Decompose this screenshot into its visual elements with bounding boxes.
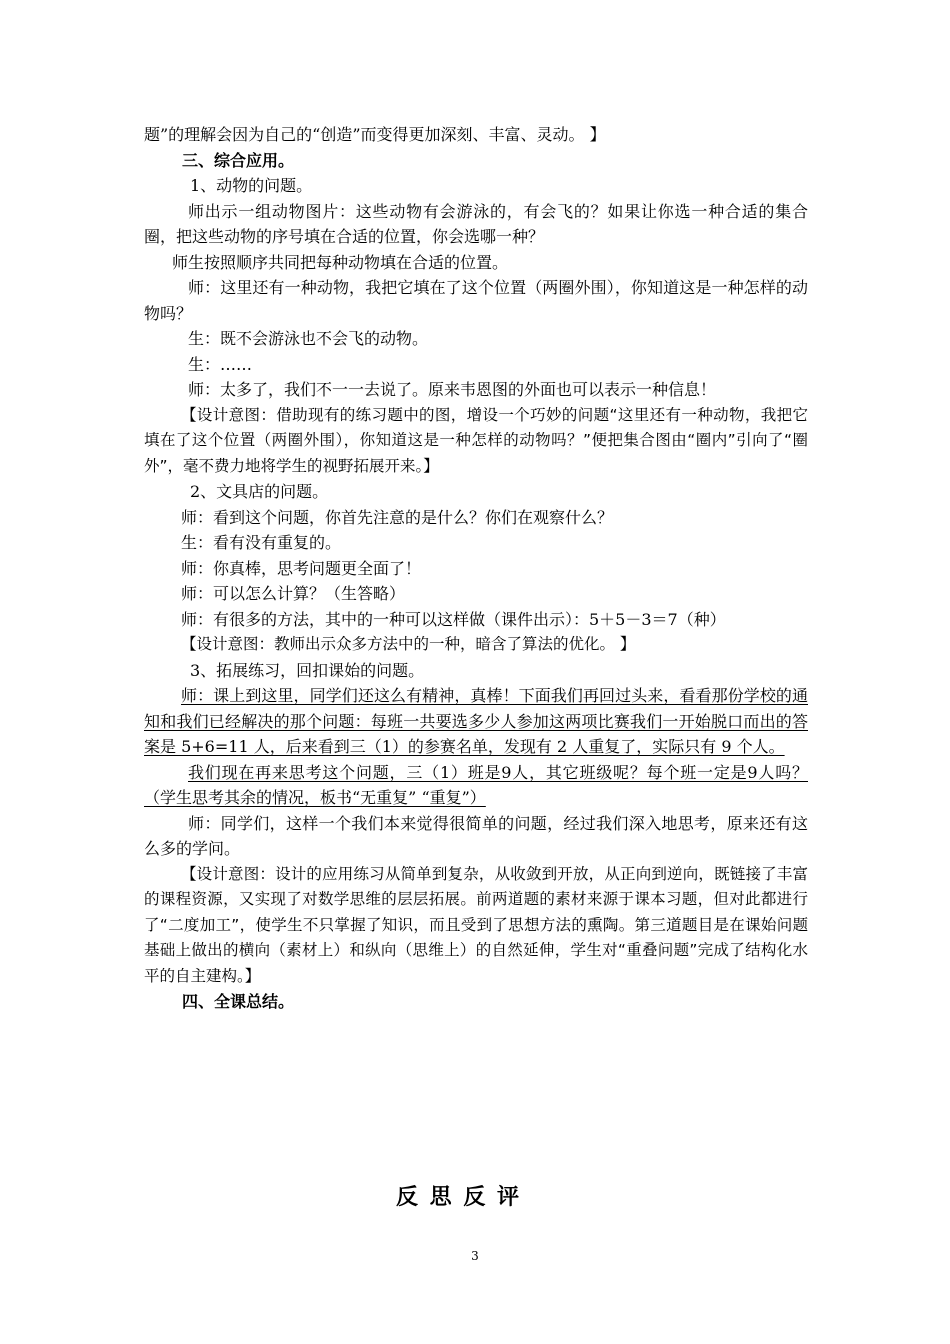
- paragraph-teacher-shows-animals: 师出示一组动物图片：这些动物有会游泳的，有会飞的？如果让你选一种合适的集合圈，把这些动物的序号填在合适的位置，你会选哪一种？: [144, 201, 808, 246]
- paragraph-teacher-calculate: 师：可以怎么计算？（生答略）: [181, 584, 406, 603]
- paragraph-rethink-underlined: 我们现在再来思考这个问题，三（1）班是9人，其它班级呢？每个班一定是9人吗？（学生思考其余的情况，板书“无重复” “重复”）: [144, 762, 808, 807]
- paragraph-continuation: 题”的理解会因为自己的“创造”而变得更加深刻、丰富、灵动。 】: [144, 125, 606, 144]
- paragraph-teacher-venn-outside: 师：太多了，我们不一一去说了。原来韦恩图的外面也可以表示一种信息！: [188, 380, 717, 399]
- clipped-heading-at-page-break: 反 思 反 评: [396, 1184, 521, 1210]
- design-intent-note-1: 【设计意图：借助现有的练习题中的图，增设一个巧妙的问题“这里还有一种动物，我把它填在了这个位置（两圈外围），你知道这是一种怎样的动物吗？”便把集合图由“圈内”引向了“圈外”，毫不费力地将学生的视野拓展开来。】: [144, 405, 808, 475]
- subheading-stationery-problem: 2、文具店的问题。: [190, 482, 329, 501]
- subheading-extension-practice: 3、拓展练习，回扣课始的问题。: [190, 660, 425, 680]
- paragraph-teacher-question-outside: 师：这里还有一种动物，我把它填在了这个位置（两圈外围），你知道这是一种怎样的动物吗？: [144, 278, 808, 323]
- paragraph-fill-positions: 师生按照顺序共同把每种动物填在合适的位置。: [172, 252, 509, 272]
- paragraph-teacher-observe: 师：看到这个问题，你首先注意的是什么？你们在观察什么？: [181, 507, 614, 527]
- design-intent-note-3: 【设计意图：设计的应用练习从简单到复杂，从收敛到开放，从正向到逆向，既链接了丰富的课程资源，又实现了对数学思维的层层拓展。前两道题的素材来源于课本习题，但对此都进行了“二度加工”，使学生不只掌握了知识，而且受到了思想方法的熏陶。第三道题目是在课始问题基础上做出的横向（素材上）和纵向（思维上）的自然延伸，学生对“重叠问题”完成了结构化水平的自主建构。】: [144, 864, 808, 985]
- section-heading-comprehensive-application: 三、综合应用。: [182, 150, 295, 170]
- paragraph-teacher-conclusion: 师：同学们，这样一个我们本来觉得很简单的问题，经过我们深入地思考，原来还有这么多的学问。: [144, 813, 808, 858]
- paragraph-student-answer-1: 生：既不会游泳也不会飞的动物。: [188, 329, 429, 348]
- subheading-animal-problem: 1、动物的问题。: [190, 176, 313, 195]
- paragraph-teacher-recap-underlined: 师：课上到这里，同学们还这么有精神，真棒！下面我们再回过头来，看看那份学校的通知和我们已经解决的那个问题：每班一共要选多少人参加这两项比赛我们一开始脱口而出的答案是 5+6=11 人，后来看到三（1）的参赛名单，发现有 2 人重复了，实际只有 9 个人。: [144, 686, 808, 756]
- page-body: [144, 122, 808, 1015]
- paragraph-teacher-method: 师：有很多的方法，其中的一种可以这样做（课件出示）：5＋5－3＝7（种）: [181, 609, 726, 629]
- design-intent-note-2: 【设计意图：教师出示众多方法中的一种，暗含了算法的优化。 】: [181, 635, 636, 653]
- page-number: 3: [471, 1249, 479, 1263]
- paragraph-student-answer-2: 生：……: [188, 354, 253, 374]
- section-heading-summary: 四、全课总结。: [182, 992, 295, 1011]
- paragraph-student-repeat: 生：看有没有重复的。: [181, 533, 342, 552]
- paragraph-teacher-praise: 师：你真棒，思考问题更全面了！: [181, 558, 422, 578]
